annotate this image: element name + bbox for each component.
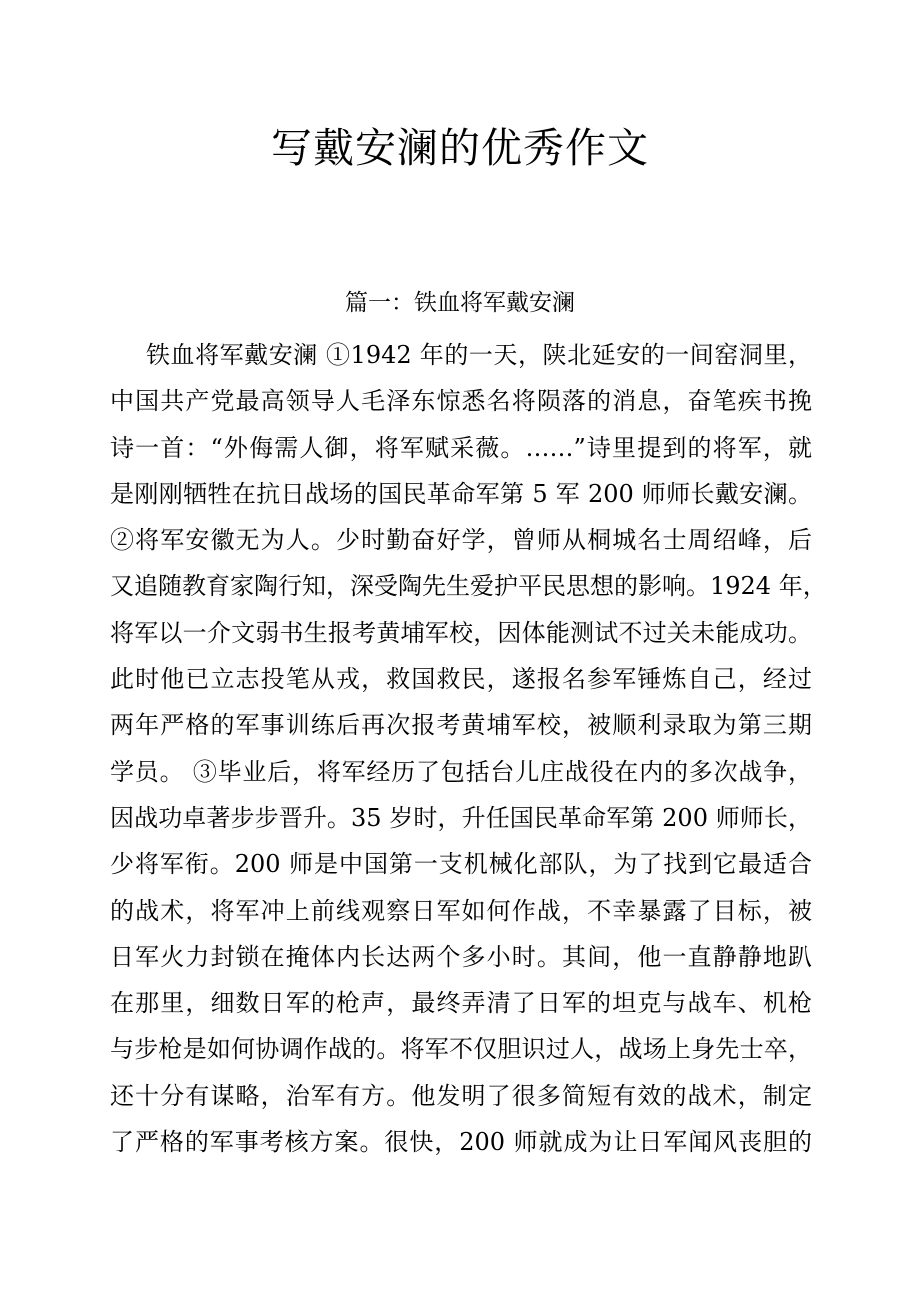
body-line: 少将军衔。200 师是中国第一支机械化部队，为了找到它最适合: [110, 850, 812, 879]
document-title: 写戴安澜的优秀作文: [271, 124, 649, 172]
section-title: 篇一：铁血将军戴安澜: [345, 290, 575, 316]
body-line: 将军以一介文弱书生报考黄埔军校，因体能测试不过关未能成功。: [110, 618, 812, 647]
body-line: 与步枪是如何协调作战的。将军不仅胆识过人，战场上身先士卒，: [110, 1035, 812, 1064]
body-line: 学员。 ③毕业后，将军经历了包括台儿庄战役在内的多次战争，: [110, 757, 812, 786]
body-line: 中国共产党最高领导人毛泽东惊悉名将陨落的消息，奋笔疾书挽: [110, 387, 812, 416]
body-line: 此时他已立志投笔从戎，救国救民，遂报名参军锤炼自己，经过: [110, 665, 812, 694]
body-line: ②将军安徽无为人。少时勤奋好学，曾师从桐城名士周绍峰，后: [110, 526, 812, 555]
body-line: 日军火力封锁在掩体内长达两个多小时。其间，他一直静静地趴: [110, 942, 812, 971]
body-line: 又追随教育家陶行知，深受陶先生爱护平民思想的影响。1924 年，: [110, 572, 827, 601]
body-line: 在那里，细数日军的枪声，最终弄清了日军的坦克与战车、机枪: [110, 989, 812, 1018]
body-line: 了严格的军事考核方案。很快，200 师就成为让日军闻风丧胆的: [110, 1128, 812, 1157]
body-line: 诗一首：“外侮需人御，将军赋采薇。……”诗里提到的将军，就: [110, 433, 812, 462]
body-line: 的战术，将军冲上前线观察日军如何作战，不幸暴露了目标，被: [110, 896, 812, 925]
body-line: 还十分有谋略，治军有方。他发明了很多简短有效的战术，制定: [110, 1081, 812, 1110]
body-line: 是刚刚牺牲在抗日战场的国民革命军第 5 军 200 师师长戴安澜。: [110, 479, 812, 508]
body-line: 因战功卓著步步晋升。35 岁时，升任国民革命军第 200 师师长，: [110, 803, 812, 832]
body-line: 两年严格的军事训练后再次报考黄埔军校，被顺利录取为第三期: [110, 711, 812, 740]
body-line: 铁血将军戴安澜 ①1942 年的一天，陕北延安的一间窑洞里，: [146, 341, 812, 369]
article-body: [110, 332, 827, 1165]
